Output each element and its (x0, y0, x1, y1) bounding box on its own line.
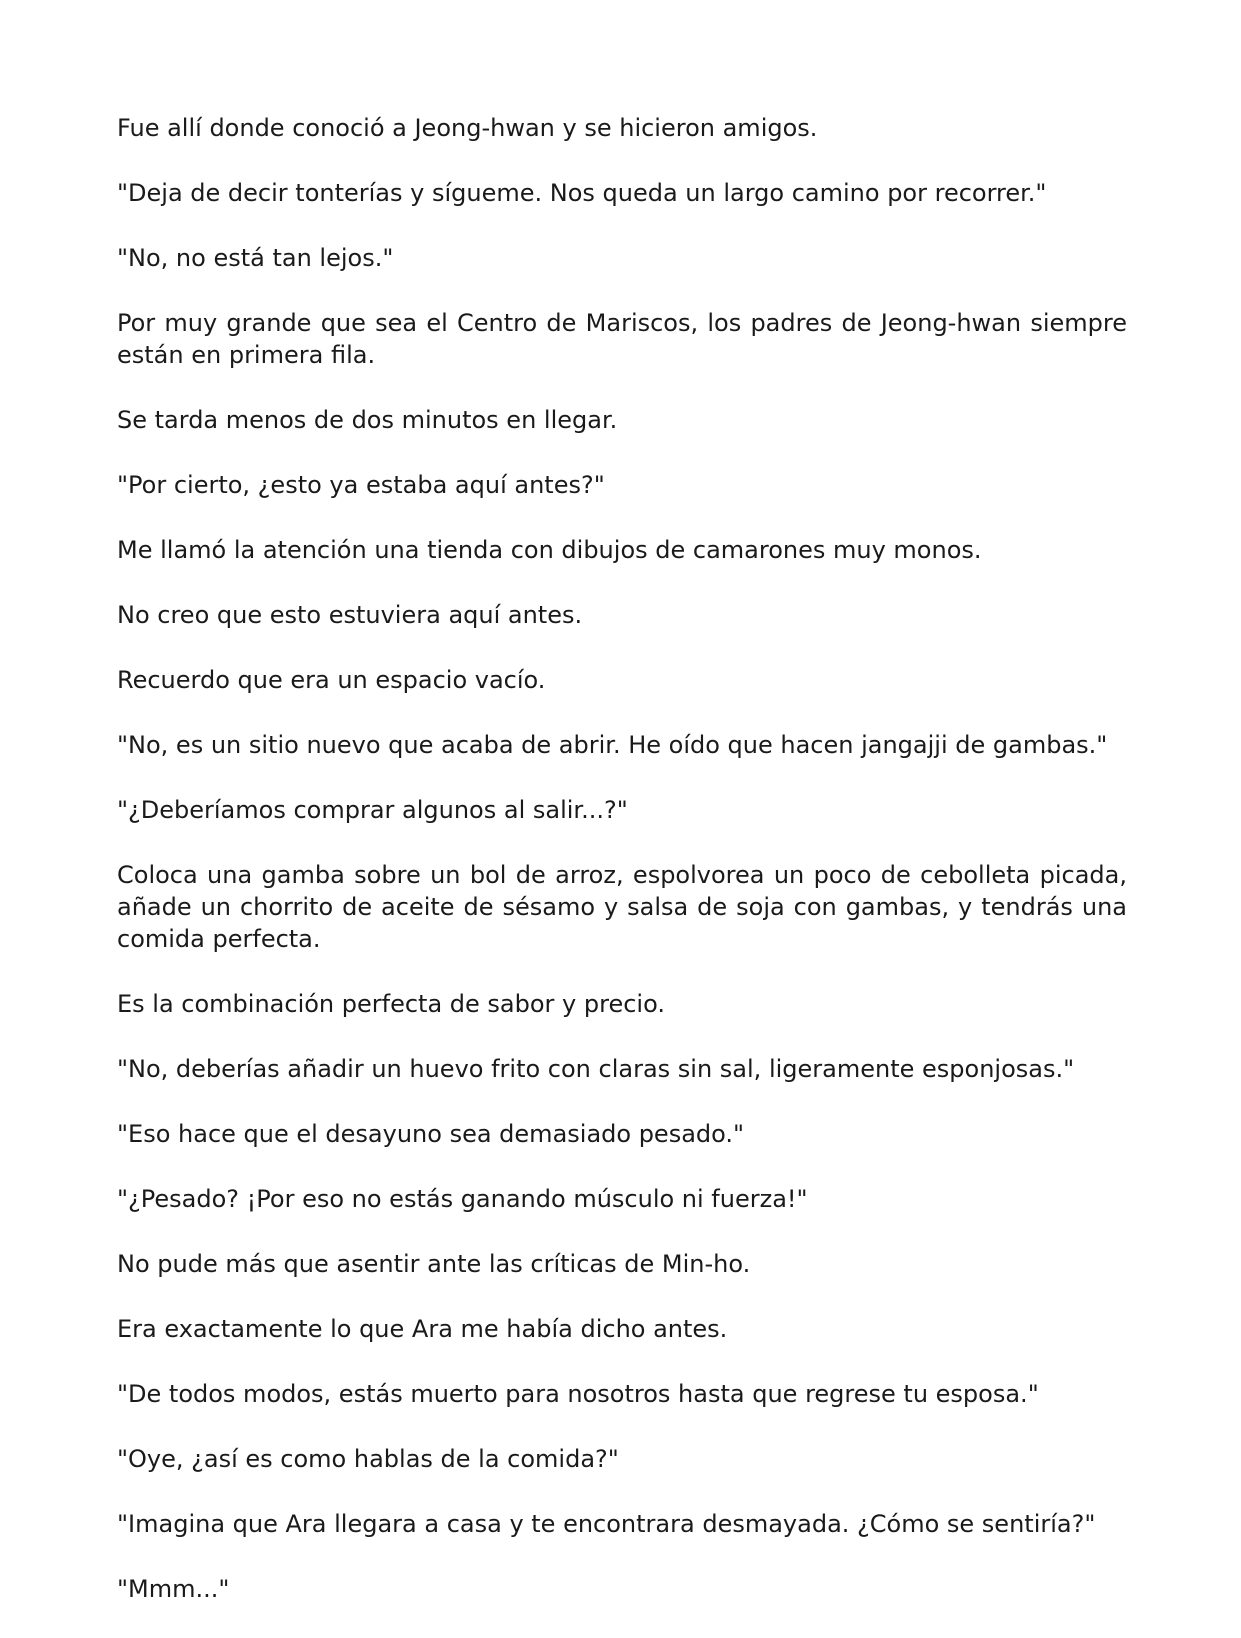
paragraph-22: "Mmm..." (117, 1575, 230, 1603)
paragraph-14: "No, deberías añadir un huevo frito con claras sin sal, ligeramente esponjosas." (117, 1055, 1075, 1083)
paragraph-4: Por muy grande que sea el Centro de Mariscos, los padres de Jeong-hwan siempre están en primera fila. (117, 309, 1127, 369)
paragraph-5: Se tarda menos de dos minutos en llegar. (117, 406, 618, 434)
paragraph-18: Era exactamente lo que Ara me había dicho antes. (117, 1315, 728, 1343)
paragraph-16: "¿Pesado? ¡Por eso no estás ganando músculo ni fuerza!" (117, 1185, 808, 1213)
paragraph-8: No creo que esto estuviera aquí antes. (117, 601, 583, 629)
paragraph-12: Coloca una gamba sobre un bol de arroz, espolvorea un poco de cebolleta picada, añade un chorrito de aceite de sésamo y salsa de soja con gambas, y tendrás una comida perfecta. (117, 861, 1127, 953)
paragraph-7: Me llamó la atención una tienda con dibujos de camarones muy monos. (117, 536, 982, 564)
paragraph-21: "Imagina que Ara llegara a casa y te encontrara desmayada. ¿Cómo se sentiría?" (117, 1510, 1096, 1538)
paragraph-11: "¿Deberíamos comprar algunos al salir...?" (117, 796, 628, 824)
document-body (117, 112, 1127, 1638)
paragraph-19: "De todos modos, estás muerto para nosotros hasta que regrese tu esposa." (117, 1380, 1039, 1408)
paragraph-17: No pude más que asentir ante las críticas de Min-ho. (117, 1250, 751, 1278)
paragraph-2: "Deja de decir tonterías y sígueme. Nos queda un largo camino por recorrer." (117, 179, 1047, 207)
paragraph-3: "No, no está tan lejos." (117, 244, 394, 272)
paragraph-20: "Oye, ¿así es como hablas de la comida?" (117, 1445, 619, 1473)
paragraph-13: Es la combinación perfecta de sabor y precio. (117, 990, 665, 1018)
paragraph-9: Recuerdo que era un espacio vacío. (117, 666, 546, 694)
paragraph-10: "No, es un sitio nuevo que acaba de abrir. He oído que hacen jangajji de gambas." (117, 731, 1108, 759)
paragraph-15: "Eso hace que el desayuno sea demasiado pesado." (117, 1120, 745, 1148)
paragraph-1: Fue allí donde conoció a Jeong-hwan y se hicieron amigos. (117, 114, 818, 142)
paragraph-6: "Por cierto, ¿esto ya estaba aquí antes?" (117, 471, 605, 499)
